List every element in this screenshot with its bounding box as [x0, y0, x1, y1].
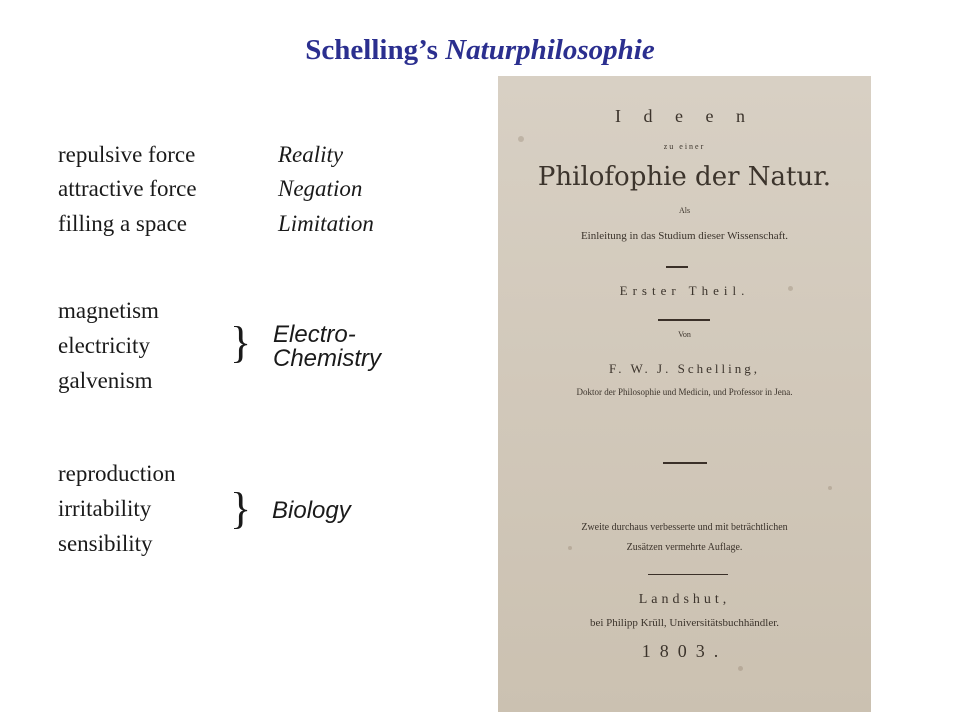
book-line-zu-einer: zu einer	[663, 142, 706, 151]
book-line-title: Philofophie der Natur.	[537, 162, 832, 192]
book-rule-3	[663, 462, 707, 464]
book-line-ideen: I d e e n	[615, 106, 754, 126]
book-rule-4	[648, 574, 728, 575]
force-term-attractive: attractive force	[58, 176, 197, 201]
book-line-edition-2: Zusätzen vermehrte Auflage.	[626, 542, 743, 553]
slide-title	[0, 34, 960, 67]
physics-item-galvenism: galvenism	[58, 368, 153, 393]
book-rule-2	[658, 319, 710, 321]
force-term-repulsive: repulsive force	[58, 142, 196, 167]
book-title-page-image	[498, 76, 871, 712]
concept-limitation: Limitation	[278, 211, 374, 236]
book-line-place: Landshut,	[638, 592, 731, 607]
book-line-year: 1803.	[641, 641, 728, 661]
book-line-als: Als	[678, 206, 691, 215]
book-line-author: F. W. J. Schelling,	[609, 361, 760, 376]
book-line-doctor: Doktor der Philosophie und Medicin, und Professor in Jena.	[576, 387, 793, 397]
book-line-publisher: bei Philipp Krüll, Universitätsbuchhändler.	[589, 617, 780, 629]
life-item-sensibility: sensibility	[58, 531, 153, 556]
book-line-edition-1: Zweite durchaus verbesserte und mit beträchtlichen	[581, 522, 788, 533]
physics-brace: }	[230, 318, 252, 367]
title-work: Naturphilosophie	[445, 34, 655, 66]
result-electro: Electro-	[273, 321, 356, 348]
concept-reality: Reality	[278, 142, 344, 167]
book-line-part: Erster Theil.	[619, 283, 750, 298]
life-item-irritability: irritability	[58, 496, 152, 521]
concept-negation: Negation	[278, 176, 363, 201]
result-electro-chemistry	[273, 323, 381, 371]
book-line-einleitung: Einleitung in das Studium dieser Wissenschaft.	[580, 230, 789, 242]
title-name: Schelling’s	[305, 34, 438, 66]
physics-item-magnetism: magnetism	[58, 298, 159, 323]
physics-item-electricity: electricity	[58, 333, 150, 358]
result-biology: Biology	[272, 497, 351, 524]
book-line-von: Von	[678, 330, 691, 339]
force-term-filling: filling a space	[58, 211, 188, 236]
result-chemistry: Chemistry	[273, 345, 382, 372]
life-brace: }	[230, 484, 252, 533]
life-item-reproduction: reproduction	[58, 461, 176, 486]
book-rule-1	[666, 266, 688, 268]
